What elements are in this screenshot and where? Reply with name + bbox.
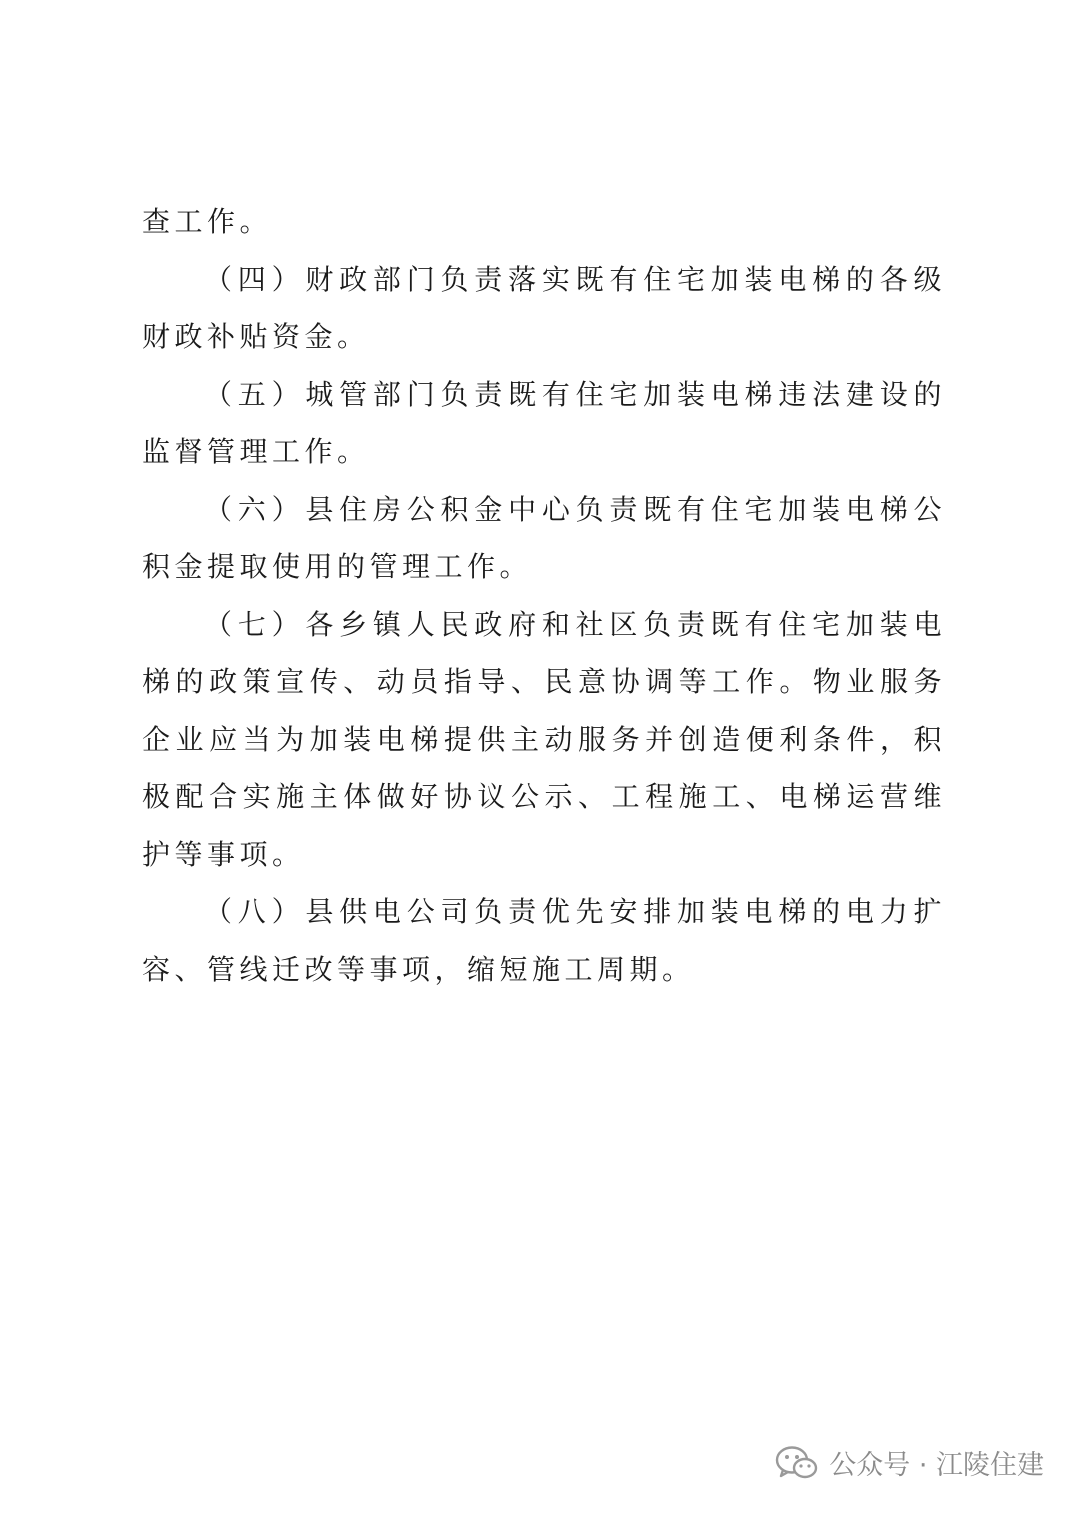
watermark-separator: ·: [910, 1450, 936, 1481]
paragraph-item-6: （六）县住房公积金中心负责既有住宅加装电梯公积金提取使用的管理工作。: [142, 492, 946, 583]
wechat-icon: [775, 1445, 819, 1481]
paragraph-item-7: （七）各乡镇人民政府和社区负责既有住宅加装电梯的政策宣传、动员指导、民意协调等工作。物业服务企业应当为加装电梯提供主动服务并创造便利条件，积极配合实施主体做好协议公示、工程施工、电梯运营维护等事项。: [142, 607, 946, 871]
watermark-text: [829, 1443, 1044, 1482]
watermark-label: 公众号: [829, 1450, 911, 1481]
source-watermark: [775, 1443, 1044, 1482]
paragraph-item-8: （八）县供电公司负责优先安排加装电梯的电力扩容、管线迁改等事项，缩短施工周期。: [142, 895, 946, 986]
paragraph-continuation: 查工作。: [142, 205, 273, 238]
paragraph-item-5: （五）城管部门负责既有住宅加装电梯违法建设的监督管理工作。: [142, 377, 946, 468]
document-page: [142, 193, 946, 998]
watermark-account: 江陵住建: [936, 1450, 1044, 1481]
paragraph-item-4: （四）财政部门负责落实既有住宅加装电梯的各级财政补贴资金。: [142, 262, 946, 353]
